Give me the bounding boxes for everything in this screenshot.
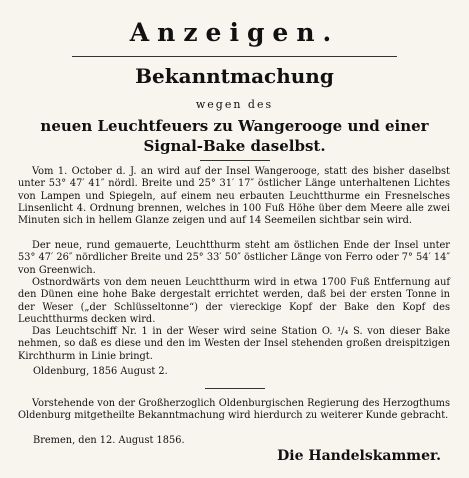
headline-line-2: Signal-Bake daselbst. (143, 137, 326, 155)
paragraph-2-text: Der neue, rund gemauerte, Leuchtthurm steht am östlichen Ende der Insel unter 53° 47′ 26″ nördlicher Breite und 25° 33′ 50″ östlicher Länge von Ferro oder 7° 54′ 14″ von Greenwich. (18, 240, 450, 276)
notice-headline (0, 116, 469, 156)
headline-divider (200, 160, 270, 161)
notice-title: Bekanntmachung (135, 64, 334, 88)
place-date-bremen: Bremen, den 12. August 1856. (33, 435, 185, 446)
place-date-oldenburg: Oldenburg, 1856 August 2. (33, 366, 168, 377)
closing-paragraph-text: Vorstehende von der Großherzoglich Oldenburgischen Regierung des Herzogthums Oldenburg mitgetheilte Bekanntmachung wird hierdurch zu weiterer Kunde gebracht. (18, 398, 450, 422)
paragraph-1-text: Vom 1. October d. J. an wird auf der Insel Wangerooge, statt des bisher daselbst unter 53° 47′ 41″ nördl. Breite und 25° 31′ 17″ östlicher Länge unterhaltenen Lichtes von Lampen und Spiegeln, auf einem neu erbauten Leuchtthurme ein Fresnelsches Linsenlicht 4. Ordnung brennen, welches in 100 Fuß Höhe über dem Meere alle zwei Minuten sich in hellem Glanze zeigen und auf 14 Seemeilen sichtbar sein wird. (18, 166, 450, 227)
signoff: Die Handelskammer. (277, 448, 441, 464)
paragraph-2 (18, 240, 450, 277)
paragraph-4 (18, 326, 450, 363)
paragraph-3-text: Ostnordwärts von dem neuen Leuchtthurm wird in etwa 1700 Fuß Entfernung auf den Dünen eine hohe Bake dergestalt errichtet werden, daß bei der ersten Tonne in der Weser („der Schlüsseltonne“) der viereckige Kopf der Bake den Kopf des Leuchtthurms decken wird. (18, 277, 450, 325)
mid-divider (205, 388, 265, 389)
notice-subtitle: wegen des (195, 98, 274, 111)
closing-paragraph (18, 398, 450, 423)
top-divider (72, 56, 397, 57)
section-heading: Anzeigen. (129, 18, 340, 47)
paragraph-1 (18, 166, 450, 227)
paragraph-4-text: Das Leuchtschiff Nr. 1 in der Weser wird seine Station O. ¹/₄ S. von dieser Bake nehmen, so daß es diese und den im Westen der Insel stehenden großen dreispitzigen Kirchthurm in Linie bringt. (18, 326, 450, 362)
headline-line-1: neuen Leuchtfeuers zu Wangerooge und einer (40, 117, 429, 135)
paragraph-3 (18, 277, 450, 326)
